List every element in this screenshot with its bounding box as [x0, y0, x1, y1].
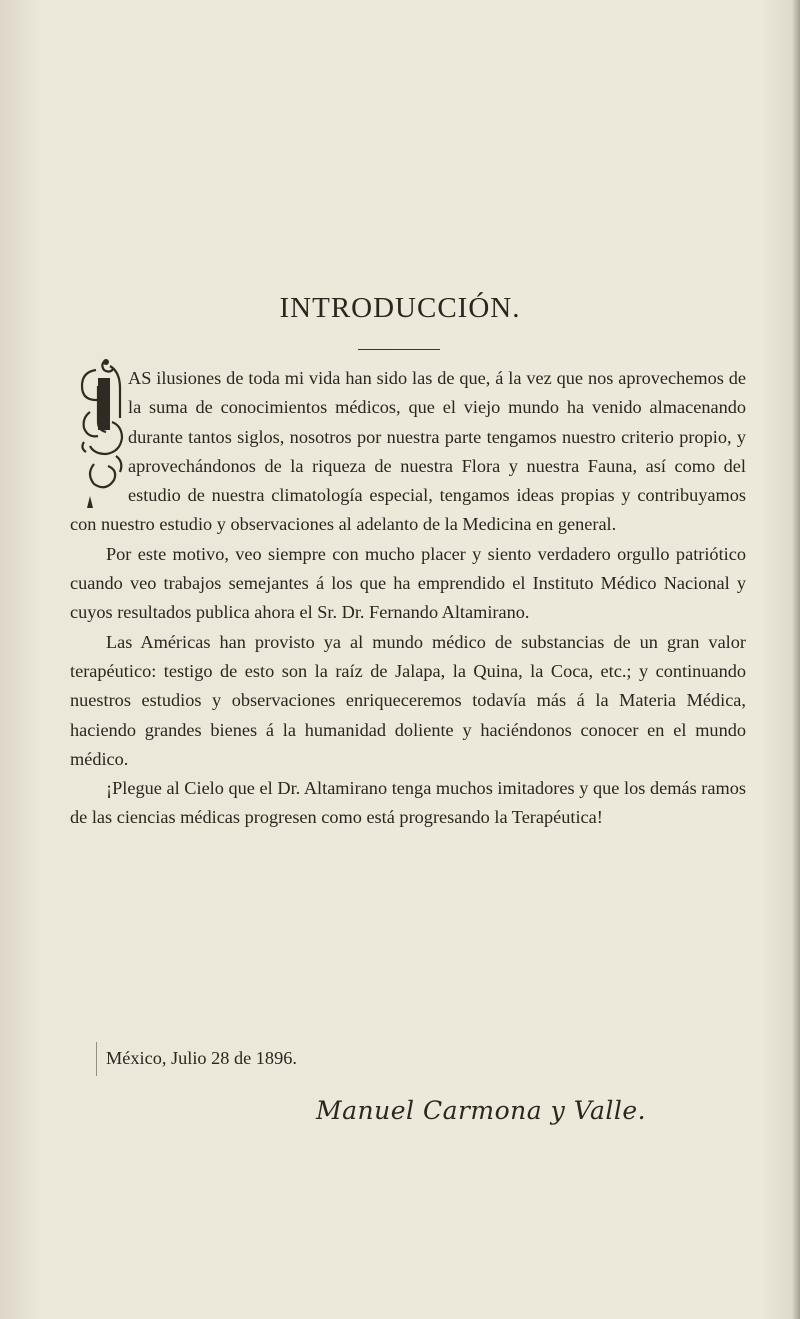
- page-edge-shadow: [792, 0, 800, 1319]
- margin-mark: [96, 1042, 98, 1076]
- signature: Manuel Carmona y Valle.: [316, 1096, 647, 1125]
- dateline: México, Julio 28 de 1896.: [106, 1048, 297, 1068]
- paragraph-2: Por este motivo, veo siempre con mucho placer y siento verdadero orgullo patriótico cuando veo trabajos semejantes á los que ha emprendido el Instituto Médico Nacional y cuyos resultados publica ahora el Sr. Dr. Fernando Altamirano.: [70, 543, 746, 623]
- initial-indent-space: [70, 364, 128, 510]
- paragraph-4: ¡Plegue al Cielo que el Dr. Altamirano tenga muchos imitadores y que los demás ramos de las ciencias médicas progresen como está progresando la Terapéutica!: [70, 778, 746, 828]
- paragraph-1: AS ilusiones de toda mi vida han sido las de que, á la vez que nos aprovechemos de la suma de conocimientos médicos, que el viejo mundo ha venido almacenando durante tantos siglos, nosotros por nuestra parte tengamos nuestro criterio propio, y aprovechándonos de la riqueza de nuestra Flora y nuestra Fauna, así como del estudio de nuestra climatología especial, tengamos ideas propias y contribuyamos con nuestro estudio y observaciones al adelanto de la Medicina en general.: [70, 368, 746, 535]
- paragraph-3: Las Américas han provisto ya al mundo médico de substancias de un gran valor terapéutico: testigo de esto son la raíz de Jalapa, la Quina, la Coca, etc.; y continuando nuestros estudios y observaciones enriqueceremos todavía más á la Materia Médica, haciendo grandes bienes á la humanidad doliente y haciéndonos conocer en el mundo médico.: [70, 631, 746, 769]
- document-body: [70, 364, 746, 833]
- page-title: INTRODUCCIÓN.: [279, 292, 521, 324]
- title-divider: [358, 349, 440, 350]
